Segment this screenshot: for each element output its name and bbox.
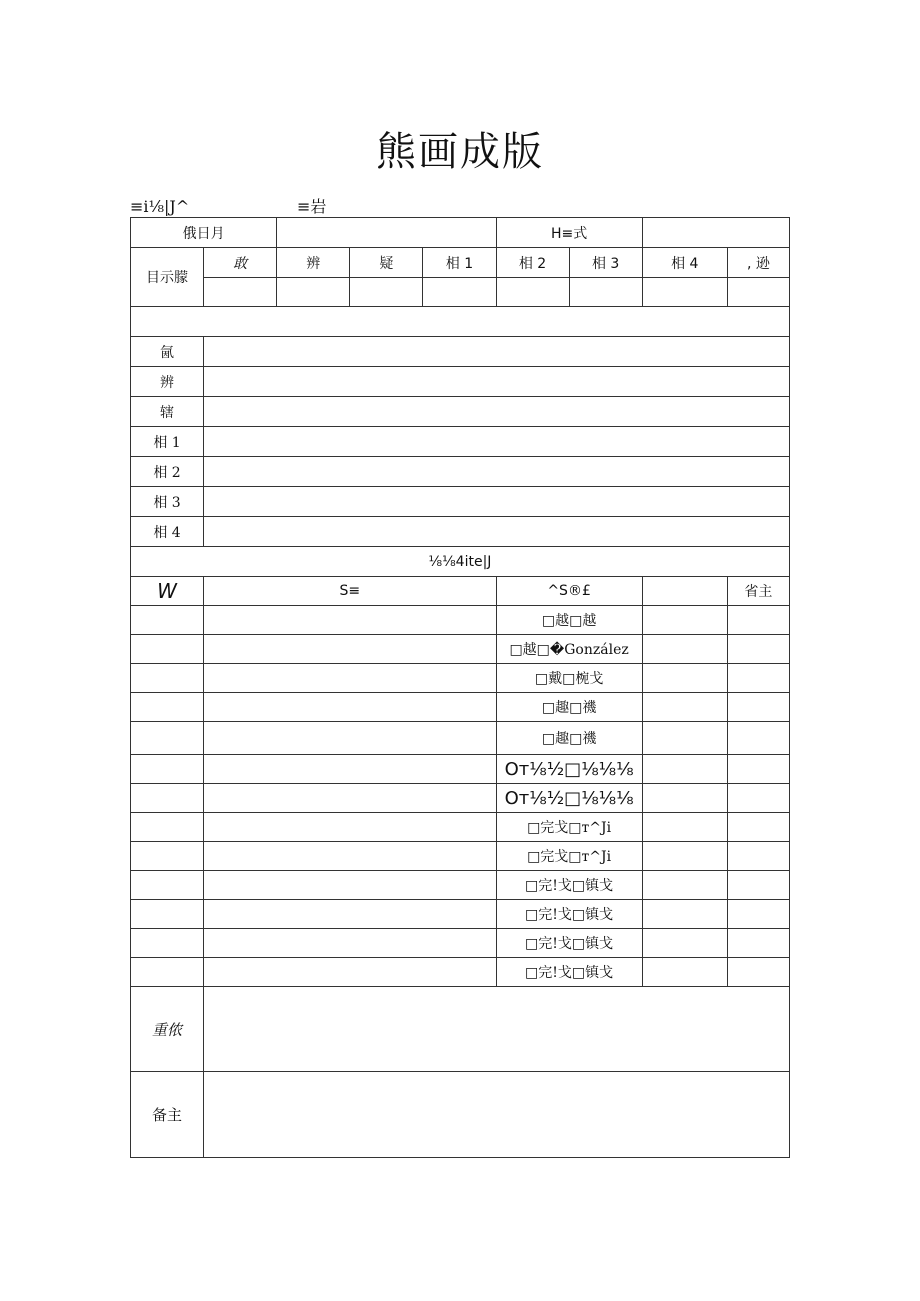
option-cell[interactable]: □越□越 xyxy=(496,606,642,635)
value-cell[interactable] xyxy=(277,278,350,307)
cell[interactable] xyxy=(727,664,789,693)
item-label: 目示朦 xyxy=(131,248,204,307)
cell[interactable] xyxy=(642,813,727,842)
table-row xyxy=(131,958,790,987)
document-title: 熊画成版 xyxy=(376,129,544,175)
side-label: 相 4 xyxy=(131,517,204,547)
footer-row-2 xyxy=(131,1072,790,1158)
table-row xyxy=(131,693,790,722)
col-label-3: 疑 xyxy=(350,248,423,278)
value-cell[interactable] xyxy=(569,278,642,307)
table-row xyxy=(131,813,790,842)
col-label-1: 敢 xyxy=(204,248,277,278)
section-title-row xyxy=(131,547,790,577)
col-label-phase4: 相 4 xyxy=(642,248,727,278)
cell[interactable] xyxy=(727,871,789,900)
table-row xyxy=(131,784,790,813)
cell[interactable] xyxy=(727,813,789,842)
cell[interactable] xyxy=(204,813,496,842)
table-row xyxy=(131,871,790,900)
header-col-1: W xyxy=(131,577,204,606)
value-cell[interactable] xyxy=(727,278,789,307)
cell[interactable] xyxy=(204,664,496,693)
side-value-cell[interactable] xyxy=(204,367,790,397)
cell[interactable] xyxy=(727,722,789,755)
header-col-4 xyxy=(642,577,727,606)
type-label: H≡式 xyxy=(496,218,642,248)
side-row xyxy=(131,457,790,487)
side-row xyxy=(131,397,790,427)
footer-row-1 xyxy=(131,987,790,1072)
option-cell[interactable]: □完!戈□镇戈 xyxy=(496,900,642,929)
date-value-cell[interactable] xyxy=(277,218,496,248)
cell[interactable] xyxy=(204,900,496,929)
cell[interactable] xyxy=(204,755,496,784)
option-cell[interactable]: □趣□禨 xyxy=(496,693,642,722)
list-header-row xyxy=(131,577,790,606)
cell[interactable] xyxy=(204,842,496,871)
cell[interactable] xyxy=(204,722,496,755)
info-row-2 xyxy=(131,248,790,278)
cell[interactable] xyxy=(131,606,204,635)
footer-label-1: 重侬 xyxy=(131,987,204,1072)
side-row xyxy=(131,427,790,457)
cell[interactable] xyxy=(727,842,789,871)
cell[interactable] xyxy=(642,606,727,635)
option-cell[interactable]: □完!戈□镇戈 xyxy=(496,929,642,958)
cell[interactable] xyxy=(727,693,789,722)
cell[interactable] xyxy=(727,900,789,929)
side-value-cell[interactable] xyxy=(204,337,790,367)
blank-row xyxy=(131,307,790,337)
side-label: 相 2 xyxy=(131,457,204,487)
value-cell[interactable] xyxy=(496,278,569,307)
side-label: 氤 xyxy=(131,337,204,367)
inspection-form-table xyxy=(130,217,790,1158)
side-label: 相 3 xyxy=(131,487,204,517)
header-col-2: S≡ xyxy=(204,577,496,606)
cell[interactable] xyxy=(204,635,496,664)
meta-left-label: ≡i⅛|J^ xyxy=(130,197,190,216)
cell[interactable] xyxy=(131,664,204,693)
cell[interactable] xyxy=(131,784,204,813)
cell[interactable] xyxy=(642,929,727,958)
cell[interactable] xyxy=(204,929,496,958)
cell[interactable] xyxy=(642,842,727,871)
cell[interactable] xyxy=(131,842,204,871)
side-label: 相 1 xyxy=(131,427,204,457)
cell[interactable] xyxy=(131,635,204,664)
cell[interactable] xyxy=(727,929,789,958)
footer-label-2: 备主 xyxy=(131,1072,204,1158)
cell[interactable] xyxy=(642,958,727,987)
col-label-2: 辨 xyxy=(277,248,350,278)
side-value-cell[interactable] xyxy=(204,397,790,427)
table-row xyxy=(131,606,790,635)
value-cell[interactable] xyxy=(204,278,277,307)
option-cell[interactable] xyxy=(496,755,642,784)
header-col-5: 省主 xyxy=(727,577,789,606)
side-label: 辨 xyxy=(131,367,204,397)
value-cell[interactable] xyxy=(642,278,727,307)
option-text: Oт⅛½□⅛⅛⅛ xyxy=(504,758,634,780)
option-cell[interactable]: □完!戈□镇戈 xyxy=(496,871,642,900)
side-row xyxy=(131,517,790,547)
cell[interactable] xyxy=(204,871,496,900)
table-row xyxy=(131,635,790,664)
header-col-3: ^S®£ xyxy=(496,577,642,606)
col-label-phase1: 相 1 xyxy=(423,248,496,278)
cell[interactable] xyxy=(727,784,789,813)
cell[interactable] xyxy=(131,871,204,900)
cell[interactable] xyxy=(131,900,204,929)
cell[interactable] xyxy=(131,958,204,987)
table-row xyxy=(131,842,790,871)
side-label: 辖 xyxy=(131,397,204,427)
side-value-cell[interactable] xyxy=(204,517,790,547)
cell[interactable] xyxy=(131,693,204,722)
footer-value-2[interactable] xyxy=(204,1072,790,1158)
cell[interactable] xyxy=(727,755,789,784)
value-cell[interactable] xyxy=(350,278,423,307)
side-value-cell[interactable] xyxy=(204,427,790,457)
type-value-cell[interactable] xyxy=(642,218,789,248)
option-text: Oт⅛½□⅛⅛⅛ xyxy=(504,787,634,809)
table-row xyxy=(131,929,790,958)
side-value-cell[interactable] xyxy=(204,487,790,517)
table-row xyxy=(131,722,790,755)
cell[interactable] xyxy=(727,606,789,635)
option-cell[interactable]: □趣□禨 xyxy=(496,722,642,755)
col-label-phase2: 相 2 xyxy=(496,248,569,278)
table-row xyxy=(131,900,790,929)
footer-value-1[interactable] xyxy=(204,987,790,1072)
cell[interactable] xyxy=(642,722,727,755)
option-cell[interactable]: □戴□椀戈 xyxy=(496,664,642,693)
date-label: 俄日月 xyxy=(131,218,277,248)
table-row xyxy=(131,755,790,784)
cell[interactable] xyxy=(642,693,727,722)
cell[interactable] xyxy=(204,606,496,635)
info-row-1 xyxy=(131,218,790,248)
info-row-3 xyxy=(131,278,790,307)
cell[interactable] xyxy=(642,784,727,813)
option-cell[interactable]: □完!戈□镇戈 xyxy=(496,958,642,987)
cell[interactable] xyxy=(131,929,204,958)
col-label-phase3: 相 3 xyxy=(569,248,642,278)
cell[interactable] xyxy=(727,958,789,987)
side-row xyxy=(131,337,790,367)
option-cell[interactable] xyxy=(496,784,642,813)
cell[interactable] xyxy=(727,635,789,664)
meta-right-label: ≡岩 xyxy=(297,197,327,216)
col-label-last: , 逊 xyxy=(727,248,789,278)
cell[interactable] xyxy=(642,900,727,929)
side-row xyxy=(131,367,790,397)
table-row xyxy=(131,664,790,693)
side-row xyxy=(131,487,790,517)
cell[interactable] xyxy=(642,664,727,693)
section-title: ⅛⅛4ite|J xyxy=(131,547,790,577)
cell[interactable] xyxy=(131,722,204,755)
cell[interactable] xyxy=(204,958,496,987)
side-value-cell[interactable] xyxy=(204,457,790,487)
blank-cell[interactable] xyxy=(131,307,790,337)
cell[interactable] xyxy=(642,755,727,784)
cell[interactable] xyxy=(131,813,204,842)
option-cell[interactable]: □完戈□т^Ji xyxy=(496,813,642,842)
option-cell[interactable]: □完戈□т^Ji xyxy=(496,842,642,871)
option-cell[interactable]: □越□�González xyxy=(496,635,642,664)
cell[interactable] xyxy=(204,693,496,722)
cell[interactable] xyxy=(204,784,496,813)
value-cell[interactable] xyxy=(423,278,496,307)
cell[interactable] xyxy=(642,635,727,664)
cell[interactable] xyxy=(642,871,727,900)
cell[interactable] xyxy=(131,755,204,784)
